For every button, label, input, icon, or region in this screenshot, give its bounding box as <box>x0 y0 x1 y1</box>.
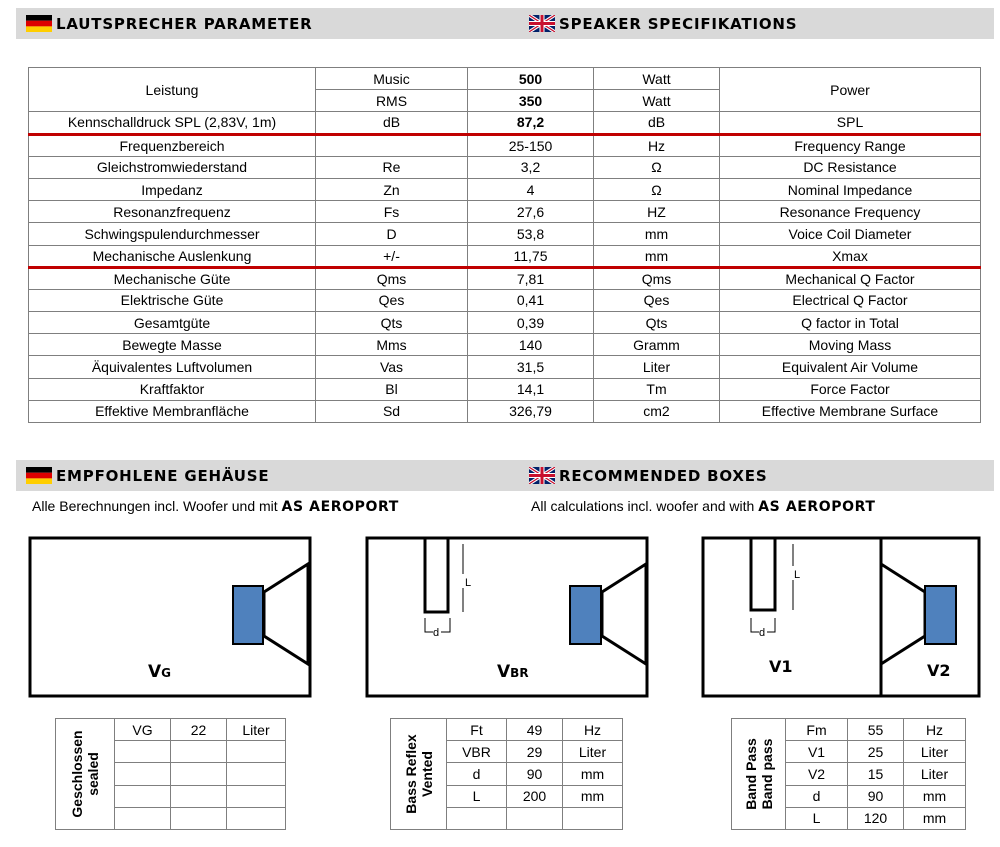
spec-symbol: Qms <box>316 267 468 289</box>
spec-value: 0,41 <box>468 289 594 311</box>
spec-label-de: Bewegte Masse <box>29 334 316 356</box>
spec-symbol: Fs <box>316 201 468 223</box>
spec-unit: Qes <box>594 289 720 311</box>
box-unit: mm <box>904 785 966 807</box>
spec-label-de: Mechanische Auslenkung <box>29 245 316 267</box>
spec-label-de: Elektrische Güte <box>29 289 316 311</box>
box-value: 120 <box>848 807 904 829</box>
spec-unit: Ω <box>594 156 720 178</box>
box-value <box>171 807 227 829</box>
spec-label-de: Resonanzfrequenz <box>29 201 316 223</box>
box-type-en: sealed <box>85 752 101 796</box>
spec-row <box>29 156 981 178</box>
power-music-value: 500 <box>468 68 594 90</box>
box-param: L <box>786 807 848 829</box>
box-unit: Liter <box>227 719 286 741</box>
box-value: 29 <box>507 741 563 763</box>
box-param: Ft <box>447 719 507 741</box>
box-value <box>171 785 227 807</box>
reflex-box-table <box>390 718 623 830</box>
box-unit <box>227 807 286 829</box>
spec-label-de: Gesamtgüte <box>29 312 316 334</box>
box-type-de: Band Pass <box>742 738 759 810</box>
spec-label-en: Q factor in Total <box>720 312 981 334</box>
box-value: 15 <box>848 763 904 785</box>
spec-row <box>29 334 981 356</box>
spl-symbol: dB <box>316 112 468 134</box>
speaker-magnet-icon <box>925 586 956 644</box>
spec-label-en: Resonance Frequency <box>720 201 981 223</box>
spec-symbol: Vas <box>316 356 468 378</box>
box-type-en: Band pass <box>758 738 775 810</box>
box-unit <box>227 785 286 807</box>
spec-symbol: Bl <box>316 378 468 400</box>
spec-label-de: Kraftfaktor <box>29 378 316 400</box>
box-unit <box>227 741 286 763</box>
spec-row <box>29 245 981 267</box>
spec-row <box>29 178 981 200</box>
spec-value: 11,75 <box>468 245 594 267</box>
spec-row <box>29 378 981 400</box>
box-type-label <box>391 719 447 830</box>
spec-label-de: Schwingspulendurchmesser <box>29 223 316 245</box>
spec-unit: mm <box>594 223 720 245</box>
spec-label-de: Impedanz <box>29 178 316 200</box>
spec-label-en: DC Resistance <box>720 156 981 178</box>
spec-value: 0,39 <box>468 312 594 334</box>
spec-label-en: Equivalent Air Volume <box>720 356 981 378</box>
box-param: d <box>786 785 848 807</box>
spec-title-en: SPEAKER SPECIFIKATIONS <box>559 14 798 33</box>
box-unit: mm <box>563 763 623 785</box>
boxes-header-de <box>26 460 269 491</box>
bandpass-box-diagram <box>701 536 985 700</box>
calc-note-de-text: Alle Berechnungen incl. Woofer und mit <box>32 498 278 514</box>
box-value: 55 <box>848 719 904 741</box>
boxes-header-en <box>529 460 767 491</box>
spec-header-de <box>26 8 312 39</box>
spec-row <box>29 223 981 245</box>
spec-unit: mm <box>594 245 720 267</box>
spl-value: 87,2 <box>468 112 594 134</box>
spec-symbol: Re <box>316 156 468 178</box>
spec-unit: HZ <box>594 201 720 223</box>
box-value <box>171 763 227 785</box>
box-type-text <box>403 734 435 813</box>
box-param: VBR <box>447 741 507 763</box>
spec-label-en: Moving Mass <box>720 334 981 356</box>
box-param <box>115 807 171 829</box>
brand-name: AS AEROPORT <box>758 499 876 515</box>
box-param: V2 <box>786 763 848 785</box>
boxes-title-de: EMPFOHLENE GEHÄUSE <box>56 466 270 485</box>
box-row <box>732 719 966 741</box>
spec-unit: Gramm <box>594 334 720 356</box>
spec-label-en: Mechanical Q Factor <box>720 267 981 289</box>
germany-flag-icon <box>26 467 52 484</box>
box-value: 90 <box>848 785 904 807</box>
box-param: Fm <box>786 719 848 741</box>
spec-label-en: Xmax <box>720 245 981 267</box>
spec-label-en: Voice Coil Diameter <box>720 223 981 245</box>
spec-label-de: Mechanische Güte <box>29 267 316 289</box>
spec-symbol: D <box>316 223 468 245</box>
box-unit: Hz <box>563 719 623 741</box>
spec-unit: Liter <box>594 356 720 378</box>
calc-note-de <box>32 498 399 515</box>
spec-label-en: Force Factor <box>720 378 981 400</box>
spec-unit: Qms <box>594 267 720 289</box>
power-label-en: Power <box>720 68 981 112</box>
port-diameter-label: d <box>759 627 766 639</box>
boxes-title-en: RECOMMENDED BOXES <box>559 466 768 485</box>
box-param <box>115 763 171 785</box>
boxes-header-bar <box>16 460 994 491</box>
spec-value: 140 <box>468 334 594 356</box>
spec-row-power-music <box>29 68 981 90</box>
spec-title-de: LAUTSPRECHER PARAMETER <box>56 14 313 33</box>
spec-value: 7,81 <box>468 267 594 289</box>
box-value <box>171 741 227 763</box>
spec-label-en: Effective Membrane Surface <box>720 400 981 422</box>
spec-unit: cm2 <box>594 400 720 422</box>
box-value: 25 <box>848 741 904 763</box>
box-unit: Liter <box>563 741 623 763</box>
box-param: d <box>447 763 507 785</box>
spec-table <box>28 67 981 423</box>
speaker-magnet-icon <box>570 586 601 644</box>
box-param <box>115 785 171 807</box>
spec-row-spl <box>29 112 981 134</box>
spec-symbol: Qts <box>316 312 468 334</box>
spec-label-en: Nominal Impedance <box>720 178 981 200</box>
box-unit <box>227 763 286 785</box>
sealed-box-diagram <box>28 536 314 700</box>
power-rms-unit: Watt <box>594 90 720 112</box>
spec-value: 53,8 <box>468 223 594 245</box>
germany-flag-icon <box>26 15 52 32</box>
spec-label-de: Äquivalentes Luftvolumen <box>29 356 316 378</box>
box-type-label <box>732 719 786 830</box>
spec-label-de: Frequenzbereich <box>29 134 316 156</box>
spec-label-de: Gleichstromwiederstand <box>29 156 316 178</box>
uk-flag-icon <box>529 467 555 484</box>
box-param <box>447 807 507 829</box>
spec-value: 31,5 <box>468 356 594 378</box>
spl-label-de: Kennschalldruck SPL (2,83V, 1m) <box>29 112 316 134</box>
spec-symbol: Mms <box>316 334 468 356</box>
box-type-de: Bass Reflex <box>402 734 419 814</box>
spec-row <box>29 201 981 223</box>
spl-label-en: SPL <box>720 112 981 134</box>
box-param: L <box>447 785 507 807</box>
port-length-label: L <box>465 577 472 589</box>
box-row <box>56 719 286 741</box>
spec-label-de: Effektive Membranfläche <box>29 400 316 422</box>
box-param <box>115 741 171 763</box>
reflex-volume-label: VBR <box>497 662 529 682</box>
spec-unit: Tm <box>594 378 720 400</box>
spec-row <box>29 267 981 289</box>
port-diameter-label: d <box>433 627 440 639</box>
box-value: 200 <box>507 785 563 807</box>
spec-symbol: Sd <box>316 400 468 422</box>
spec-header-en <box>529 8 797 39</box>
brand-name: AS AEROPORT <box>281 499 399 515</box>
speaker-magnet-icon <box>233 586 263 644</box>
spec-label-en: Electrical Q Factor <box>720 289 981 311</box>
spec-value: 27,6 <box>468 201 594 223</box>
bandpass-v2-label: V2 <box>927 661 951 680</box>
reflex-box-diagram <box>365 536 652 700</box>
spec-unit: Ω <box>594 178 720 200</box>
box-type-de: Geschlossen <box>69 730 85 818</box>
port-length-label: L <box>794 569 801 581</box>
spec-symbol: Zn <box>316 178 468 200</box>
box-unit: mm <box>904 807 966 829</box>
box-value: 22 <box>171 719 227 741</box>
box-value: 90 <box>507 763 563 785</box>
bandpass-box-table <box>731 718 966 830</box>
spec-symbol <box>316 134 468 156</box>
sealed-box-table <box>55 718 286 830</box>
box-unit <box>563 807 623 829</box>
spec-symbol: Qes <box>316 289 468 311</box>
sealed-volume-label: VG <box>148 662 172 682</box>
spec-value: 4 <box>468 178 594 200</box>
box-type-en: Vented <box>418 751 435 797</box>
spec-value: 25-150 <box>468 134 594 156</box>
box-row <box>391 719 623 741</box>
spec-value: 14,1 <box>468 378 594 400</box>
uk-flag-icon <box>529 15 555 32</box>
box-type-text <box>69 730 101 817</box>
spec-label-en: Frequency Range <box>720 134 981 156</box>
spec-value: 3,2 <box>468 156 594 178</box>
spec-row <box>29 356 981 378</box>
box-unit: mm <box>563 785 623 807</box>
box-unit: Liter <box>904 763 966 785</box>
power-music-symbol: Music <box>316 68 468 90</box>
box-value: 49 <box>507 719 563 741</box>
spec-header-bar <box>16 8 994 39</box>
spec-row <box>29 400 981 422</box>
box-param: V1 <box>786 741 848 763</box>
spl-unit: dB <box>594 112 720 134</box>
power-music-unit: Watt <box>594 68 720 90</box>
calc-note-en-text: All calculations incl. woofer and with <box>531 498 755 514</box>
spec-row <box>29 134 981 156</box>
spec-unit: Qts <box>594 312 720 334</box>
spec-row <box>29 312 981 334</box>
box-param: VG <box>115 719 171 741</box>
box-type-label <box>56 719 115 830</box>
box-value <box>507 807 563 829</box>
power-rms-symbol: RMS <box>316 90 468 112</box>
spec-value: 326,79 <box>468 400 594 422</box>
spec-symbol: +/- <box>316 245 468 267</box>
box-unit: Hz <box>904 719 966 741</box>
spec-unit: Hz <box>594 134 720 156</box>
calc-note-en <box>531 498 876 515</box>
box-type-text <box>743 738 775 810</box>
power-label-de: Leistung <box>29 68 316 112</box>
power-rms-value: 350 <box>468 90 594 112</box>
box-unit: Liter <box>904 741 966 763</box>
bandpass-v1-label: V1 <box>769 657 793 676</box>
spec-row <box>29 289 981 311</box>
